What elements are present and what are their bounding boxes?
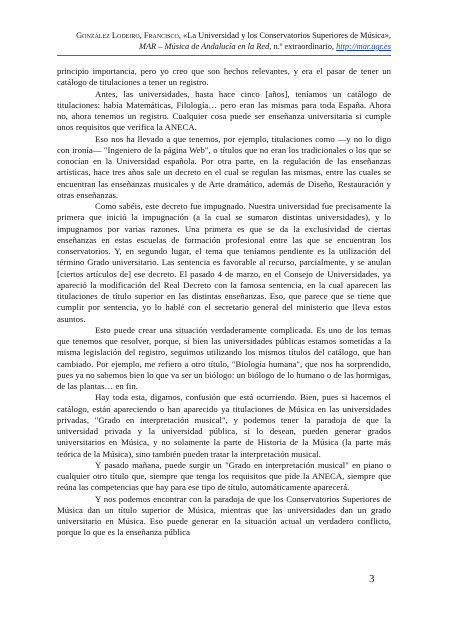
paragraph: Y pasado mañana, puede surgir un "Grado en interpretación musical" en piano o cualquier otro título que, siempre que tenga los requisitos que pide la ANECA, siempre que reúna las competencias que hay para ese tipo de título, automáticamente aparecerá. [57,459,391,493]
header-line-2 [0,41,391,52]
paragraph: Eso nos ha llevado a que tenemos, por ejemplo, titulaciones como —y no lo digo con ironía— "Ingeniero de la página Web", o títulos que no eran los tradicionales o los que se conocían en la Universidad española. Por otra parte, en la regulación de las enseñanzas artísticas, hace tres años sale un decreto en el cual se regulan las mismas, entre las cuales se encuentran las enseñanzas musicales y de Arte dramático, además de Diseño, Restauración y otras enseñanzas. [57,133,391,200]
paragraph: Esto puede crear una situación verdaderamente complicada. Es uno de los temas que tenemos que resolver, porque, si bien las universidades públicas estamos sometidas a la misma legislación del registro, seguimos utilizando los mismos títulos del catálogo, que han cambiado. Por ejemplo, me refiero a otro título, "Biología humana", que nos ha sorprendido, pues ya no sabemos bien lo que va ser un biólogo: un biólogo de lo humano o de las hormigas, de las plantas… en fin. [57,324,391,391]
paragraph: Y nos podemos encontrar con la paradoja de que los Conservatorios Superiores de Música dan un título superior de Música, mientras que las universidades dan un grado universitario en Música. Eso puede generar en la situación actual un verdadero conflicto, porque lo que es la enseñanza pública [57,493,391,538]
header-line-1 [0,30,391,41]
header-journal: MAR – Música de Andalucía en la Red [138,42,270,51]
running-header [0,30,391,52]
body-text [57,66,391,539]
header-author: González Lodeiro, Francisco [76,31,179,40]
paragraph: principio importancia, pero yo creo que son hechos relevantes, y era el pasar de tener un catálogo de titulaciones a tener un registro. [57,66,391,88]
header-divider [57,55,391,56]
paragraph: Antes, las universidades, hasta hace cinco [años], teníamos un catálogo de titulaciones: había Matemáticas, Filología… pero eran las mismas para toda España. Ahora no, ahora tenemos un registro. Cualquier cosa puede ser enseñanza universitaria si cumple unos requisitos que verifica la ANECA. [57,88,391,133]
paragraph: Hay toda esta, digamos, confusión que está ocurriendo. Bien, pues si hacemos el catálogo, están apareciendo o han aparecido ya titulaciones de Música en las universidades privadas, "Grado en interpretación musical", y podemos tener la paradoja de que la universidad privada y la universidad pública, si lo desean, pueden generar grados universitarios en Música, y no solamente la parte de Historia de la Música (la parte más teórica de la Música), sino también pueden tratar la interpretación musical. [57,392,391,459]
paragraph: Como sabéis, este decreto fue impugnado. Nuestra universidad fue precisamente la primera que inició la impugnación (a la cual se sumaron distintas universidades), y lo impugnamos por varias razones. Una primera es que se da la exclusividad de ciertas enseñanzas en estas escuelas de formación profesional entre las que se encuentran los conservatorios. Y, en segundo lugar, el tema que teníamos pendiente es la utilización del término Grado universitario. Las sentencia es favorable al recurso, parcialmente, y se anulan [ciertos artículos de] ese decreto. El pasado 4 de marzo, en el Consejo de Universidades, ya apareció la modificación del Real Decreto con la famosa sentencia, en la cual aparecen las titulaciones de título superior en las distintas enseñanzas. Eso, que parece que se tiene que cumplir por sentencia, yo lo hablé con el secretario general del ministerio que lleva estos asuntos. [57,201,391,324]
header-url-link[interactable]: http://mar.ugr.es [336,42,391,51]
page-number: 3 [369,573,375,585]
header-issue: , n.º extraordinario, [269,42,337,51]
header-title: , «La Universidad y los Conservatorios Superiores de Música», [178,31,391,40]
